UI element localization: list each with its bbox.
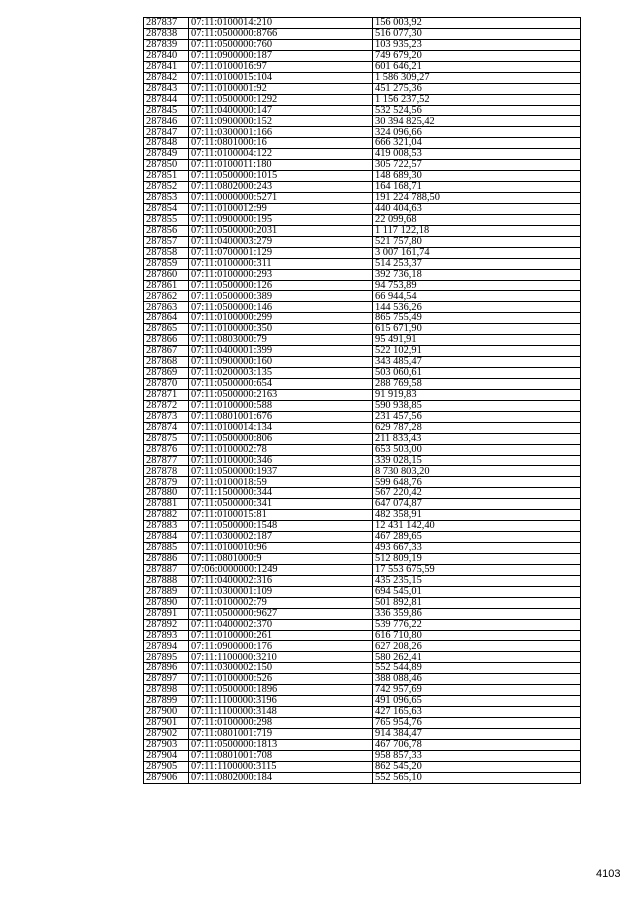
row-number-cell: 287838: [144, 28, 189, 39]
row-number-cell: 287874: [144, 422, 189, 433]
value-cell: 144 536,26: [373, 302, 581, 313]
value-cell: 467 289,65: [373, 532, 581, 543]
row-number-cell: 287864: [144, 313, 189, 324]
table-row: [144, 477, 581, 488]
cadastral-number-cell: 07:11:0700001:129: [189, 247, 373, 258]
row-number-cell: 287865: [144, 324, 189, 335]
cadastral-number-cell: 07:11:0500000:126: [189, 280, 373, 291]
cadastral-number-cell: 07:11:0100000:293: [189, 269, 373, 280]
table-row: [144, 466, 581, 477]
cadastral-number-cell: 07:11:0100000:346: [189, 455, 373, 466]
value-cell: 339 028,15: [373, 455, 581, 466]
cadastral-number-cell: 07:11:0801000:9: [189, 553, 373, 564]
value-cell: 501 892,81: [373, 597, 581, 608]
table-row: [144, 641, 581, 652]
value-cell: 419 008,53: [373, 149, 581, 160]
row-number-cell: 287844: [144, 94, 189, 105]
value-cell: 514 253,37: [373, 258, 581, 269]
table-row: [144, 313, 581, 324]
cadastral-number-cell: 07:11:1100000:3210: [189, 652, 373, 663]
cadastral-number-cell: 07:11:0100014:134: [189, 422, 373, 433]
value-cell: 503 060,61: [373, 368, 581, 379]
table-row: [144, 127, 581, 138]
cadastral-number-cell: 07:11:1100000:3196: [189, 696, 373, 707]
table-row: [144, 94, 581, 105]
row-number-cell: 287901: [144, 718, 189, 729]
table-row: [144, 553, 581, 564]
row-number-cell: 287854: [144, 203, 189, 214]
row-number-cell: 287900: [144, 707, 189, 718]
value-cell: 493 667,33: [373, 543, 581, 554]
table-row: [144, 543, 581, 554]
cadastral-number-cell: 07:11:0100000:588: [189, 400, 373, 411]
value-cell: 148 689,30: [373, 171, 581, 182]
value-cell: 288 769,58: [373, 378, 581, 389]
table-row: [144, 280, 581, 291]
cadastral-number-cell: 07:11:0900000:152: [189, 116, 373, 127]
row-number-cell: 287884: [144, 532, 189, 543]
cadastral-number-cell: 07:11:0300001:109: [189, 586, 373, 597]
row-number-cell: 287902: [144, 728, 189, 739]
table-body: [144, 18, 581, 784]
cadastral-number-cell: 07:11:0200003:135: [189, 368, 373, 379]
value-cell: 30 394 825,42: [373, 116, 581, 127]
table-row: [144, 422, 581, 433]
cadastral-number-cell: 07:11:0500000:1292: [189, 94, 373, 105]
row-number-cell: 287857: [144, 236, 189, 247]
row-number-cell: 287903: [144, 739, 189, 750]
value-cell: 616 710,80: [373, 630, 581, 641]
cadastral-number-cell: 07:11:0100015:104: [189, 72, 373, 83]
table-row: [144, 707, 581, 718]
value-cell: 451 275,36: [373, 83, 581, 94]
value-cell: 95 491,91: [373, 335, 581, 346]
value-cell: 22 099,68: [373, 214, 581, 225]
cadastral-number-cell: 07:11:0300002:150: [189, 663, 373, 674]
row-number-cell: 287846: [144, 116, 189, 127]
cadastral-number-cell: 07:11:0100016:97: [189, 61, 373, 72]
cadastral-number-cell: 07:11:0400000:147: [189, 105, 373, 116]
row-number-cell: 287847: [144, 127, 189, 138]
row-number-cell: 287885: [144, 543, 189, 554]
row-number-cell: 287905: [144, 761, 189, 772]
row-number-cell: 287870: [144, 378, 189, 389]
row-number-cell: 287863: [144, 302, 189, 313]
row-number-cell: 287853: [144, 193, 189, 204]
table-row: [144, 149, 581, 160]
value-cell: 324 096,66: [373, 127, 581, 138]
cadastral-number-cell: 07:11:0500000:8766: [189, 28, 373, 39]
table-row: [144, 291, 581, 302]
table-row: [144, 510, 581, 521]
table-row: [144, 236, 581, 247]
table-row: [144, 357, 581, 368]
cadastral-number-cell: 07:11:0801001:719: [189, 728, 373, 739]
cadastral-number-cell: 07:11:0801001:708: [189, 750, 373, 761]
row-number-cell: 287861: [144, 280, 189, 291]
row-number-cell: 287855: [144, 214, 189, 225]
value-cell: 742 957,69: [373, 685, 581, 696]
cadastral-number-cell: 07:11:1100000:3148: [189, 707, 373, 718]
cadastral-number-cell: 07:11:0500000:1813: [189, 739, 373, 750]
table-row: [144, 247, 581, 258]
cadastral-number-cell: 07:11:0100014:210: [189, 18, 373, 29]
row-number-cell: 287890: [144, 597, 189, 608]
value-cell: 435 235,15: [373, 575, 581, 586]
cadastral-number-cell: 07:11:0100000:350: [189, 324, 373, 335]
row-number-cell: 287840: [144, 50, 189, 61]
cadastral-number-cell: 07:11:0100011:180: [189, 160, 373, 171]
table-row: [144, 488, 581, 499]
row-number-cell: 287899: [144, 696, 189, 707]
cadastral-number-cell: 07:11:0500000:1896: [189, 685, 373, 696]
row-number-cell: 287894: [144, 641, 189, 652]
value-cell: 590 938,85: [373, 400, 581, 411]
cadastral-number-cell: 07:11:0803000:79: [189, 335, 373, 346]
table-row: [144, 630, 581, 641]
value-cell: 1 117 122,18: [373, 225, 581, 236]
row-number-cell: 287842: [144, 72, 189, 83]
cadastral-number-cell: 07:11:0500000:1015: [189, 171, 373, 182]
row-number-cell: 287868: [144, 357, 189, 368]
cadastral-number-cell: 07:11:0000000:5271: [189, 193, 373, 204]
table-row: [144, 324, 581, 335]
row-number-cell: 287897: [144, 674, 189, 685]
value-cell: 749 679,20: [373, 50, 581, 61]
cadastral-number-cell: 07:11:0900000:195: [189, 214, 373, 225]
row-number-cell: 287849: [144, 149, 189, 160]
table-row: [144, 619, 581, 630]
row-number-cell: 287869: [144, 368, 189, 379]
value-cell: 231 457,56: [373, 411, 581, 422]
cadastral-number-cell: 07:11:0500000:389: [189, 291, 373, 302]
row-number-cell: 287896: [144, 663, 189, 674]
row-number-cell: 287891: [144, 608, 189, 619]
value-cell: 567 220,42: [373, 488, 581, 499]
value-cell: 1 156 237,52: [373, 94, 581, 105]
table-row: [144, 674, 581, 685]
value-cell: 615 671,90: [373, 324, 581, 335]
value-cell: 958 857,33: [373, 750, 581, 761]
value-cell: 482 358,91: [373, 510, 581, 521]
table-row: [144, 269, 581, 280]
value-cell: 522 102,91: [373, 346, 581, 357]
cadastral-number-cell: 07:11:0500000:341: [189, 499, 373, 510]
value-cell: 164 168,71: [373, 182, 581, 193]
cadastral-number-cell: 07:11:0500000:1937: [189, 466, 373, 477]
cadastral-number-cell: 07:06:0000000:1249: [189, 564, 373, 575]
cadastral-number-cell: 07:11:0900000:160: [189, 357, 373, 368]
row-number-cell: 287881: [144, 499, 189, 510]
cadastral-number-cell: 07:11:0500000:2031: [189, 225, 373, 236]
row-number-cell: 287862: [144, 291, 189, 302]
cadastral-number-cell: 07:11:0300001:166: [189, 127, 373, 138]
row-number-cell: 287848: [144, 138, 189, 149]
value-cell: 91 919,83: [373, 389, 581, 400]
cadastral-number-cell: 07:11:0500000:760: [189, 39, 373, 50]
row-number-cell: 287858: [144, 247, 189, 258]
row-number-cell: 287883: [144, 521, 189, 532]
value-cell: 388 088,46: [373, 674, 581, 685]
value-cell: 491 096,65: [373, 696, 581, 707]
table-row: [144, 378, 581, 389]
cadastral-number-cell: 07:11:0900000:176: [189, 641, 373, 652]
row-number-cell: 287893: [144, 630, 189, 641]
value-cell: 336 359,86: [373, 608, 581, 619]
value-cell: 521 757,80: [373, 236, 581, 247]
page-number: 4103: [596, 868, 621, 880]
table-row: [144, 368, 581, 379]
row-number-cell: 287850: [144, 160, 189, 171]
cadastral-number-cell: 07:11:0100012:99: [189, 203, 373, 214]
cadastral-number-cell: 07:11:0100000:311: [189, 258, 373, 269]
cadastral-number-cell: 07:11:0400002:316: [189, 575, 373, 586]
value-cell: 653 503,00: [373, 444, 581, 455]
table-row: [144, 411, 581, 422]
table-row: [144, 433, 581, 444]
row-number-cell: 287866: [144, 335, 189, 346]
cadastral-number-cell: 07:11:0100000:261: [189, 630, 373, 641]
table-row: [144, 18, 581, 29]
value-cell: 8 730 803,20: [373, 466, 581, 477]
cadastral-number-cell: 07:11:0500000:806: [189, 433, 373, 444]
table-row: [144, 597, 581, 608]
table-row: [144, 83, 581, 94]
table-row: [144, 39, 581, 50]
row-number-cell: 287879: [144, 477, 189, 488]
cadastral-number-cell: 07:11:0500000:9627: [189, 608, 373, 619]
cadastral-number-cell: 07:11:1100000:3115: [189, 761, 373, 772]
cadastral-number-cell: 07:11:0100018:59: [189, 477, 373, 488]
cadastral-number-cell: 07:11:0500000:146: [189, 302, 373, 313]
value-cell: 539 776,22: [373, 619, 581, 630]
table-row: [144, 750, 581, 761]
cadastral-number-cell: 07:11:0400002:370: [189, 619, 373, 630]
table-row: [144, 182, 581, 193]
row-number-cell: 287898: [144, 685, 189, 696]
value-cell: 427 165,63: [373, 707, 581, 718]
table-row: [144, 772, 581, 783]
cadastral-number-cell: 07:11:0400001:399: [189, 346, 373, 357]
cadastral-number-cell: 07:11:0802000:243: [189, 182, 373, 193]
table-row: [144, 193, 581, 204]
row-number-cell: 287895: [144, 652, 189, 663]
table-row: [144, 532, 581, 543]
table-row: [144, 444, 581, 455]
row-number-cell: 287875: [144, 433, 189, 444]
row-number-cell: 287843: [144, 83, 189, 94]
row-number-cell: 287871: [144, 389, 189, 400]
table-row: [144, 663, 581, 674]
row-number-cell: 287888: [144, 575, 189, 586]
table-row: [144, 696, 581, 707]
value-cell: 914 384,47: [373, 728, 581, 739]
table-row: [144, 116, 581, 127]
row-number-cell: 287860: [144, 269, 189, 280]
table-row: [144, 335, 581, 346]
value-cell: 865 755,49: [373, 313, 581, 324]
table-row: [144, 258, 581, 269]
value-cell: 694 545,01: [373, 586, 581, 597]
value-cell: 765 954,76: [373, 718, 581, 729]
value-cell: 552 565,10: [373, 772, 581, 783]
table-row: [144, 718, 581, 729]
value-cell: 601 646,21: [373, 61, 581, 72]
table-row: [144, 739, 581, 750]
table-row: [144, 575, 581, 586]
cadastral-number-cell: 07:11:0802000:184: [189, 772, 373, 783]
table-row: [144, 203, 581, 214]
row-number-cell: 287904: [144, 750, 189, 761]
row-number-cell: 287841: [144, 61, 189, 72]
table-row: [144, 521, 581, 532]
value-cell: 629 787,28: [373, 422, 581, 433]
value-cell: 343 485,47: [373, 357, 581, 368]
row-number-cell: 287856: [144, 225, 189, 236]
value-cell: 392 736,18: [373, 269, 581, 280]
cadastral-number-cell: 07:11:0100000:526: [189, 674, 373, 685]
row-number-cell: 287845: [144, 105, 189, 116]
cadastral-number-cell: 07:11:0801001:676: [189, 411, 373, 422]
row-number-cell: 287867: [144, 346, 189, 357]
cadastral-number-cell: 07:11:0300002:187: [189, 532, 373, 543]
table-row: [144, 171, 581, 182]
row-number-cell: 287859: [144, 258, 189, 269]
value-cell: 440 404,63: [373, 203, 581, 214]
value-cell: 66 944,54: [373, 291, 581, 302]
cadastral-number-cell: 07:11:0100015:81: [189, 510, 373, 521]
cadastral-number-cell: 07:11:0500000:654: [189, 378, 373, 389]
row-number-cell: 287887: [144, 564, 189, 575]
value-cell: 532 524,56: [373, 105, 581, 116]
cadastral-number-cell: 07:11:0100004:122: [189, 149, 373, 160]
table-row: [144, 685, 581, 696]
cadastral-number-cell: 07:11:1500000:344: [189, 488, 373, 499]
table-row: [144, 225, 581, 236]
table-row: [144, 400, 581, 411]
value-cell: 3 007 161,74: [373, 247, 581, 258]
row-number-cell: 287906: [144, 772, 189, 783]
cadastral-number-cell: 07:11:0100002:78: [189, 444, 373, 455]
row-number-cell: 287872: [144, 400, 189, 411]
cadastral-number-cell: 07:11:0500000:1548: [189, 521, 373, 532]
table-row: [144, 105, 581, 116]
value-cell: 512 809,19: [373, 553, 581, 564]
table-row: [144, 389, 581, 400]
table-row: [144, 302, 581, 313]
table-row: [144, 728, 581, 739]
table-row: [144, 214, 581, 225]
value-cell: 862 545,20: [373, 761, 581, 772]
value-cell: 94 753,89: [373, 280, 581, 291]
table-row: [144, 652, 581, 663]
table-row: [144, 586, 581, 597]
row-number-cell: 287877: [144, 455, 189, 466]
row-number-cell: 287880: [144, 488, 189, 499]
value-cell: 552 544,89: [373, 663, 581, 674]
row-number-cell: 287839: [144, 39, 189, 50]
value-cell: 627 208,26: [373, 641, 581, 652]
row-number-cell: 287852: [144, 182, 189, 193]
row-number-cell: 287851: [144, 171, 189, 182]
cadastral-number-cell: 07:11:0900000:187: [189, 50, 373, 61]
cadastral-number-cell: 07:11:0100010:96: [189, 543, 373, 554]
value-cell: 17 553 675,59: [373, 564, 581, 575]
table-row: [144, 455, 581, 466]
value-cell: 1 586 309,27: [373, 72, 581, 83]
table-row: [144, 346, 581, 357]
table-row: [144, 499, 581, 510]
table-row: [144, 50, 581, 61]
row-number-cell: 287876: [144, 444, 189, 455]
value-cell: 580 262,41: [373, 652, 581, 663]
value-cell: 305 722,57: [373, 160, 581, 171]
cadastral-number-cell: 07:11:0400003:279: [189, 236, 373, 247]
table-row: [144, 564, 581, 575]
row-number-cell: 287892: [144, 619, 189, 630]
cadastral-number-cell: 07:11:0100002:79: [189, 597, 373, 608]
value-cell: 191 224 788,50: [373, 193, 581, 204]
table-row: [144, 160, 581, 171]
table-row: [144, 138, 581, 149]
value-cell: 467 706,78: [373, 739, 581, 750]
value-cell: 599 648,76: [373, 477, 581, 488]
table-row: [144, 761, 581, 772]
cadastral-number-cell: 07:11:0500000:2163: [189, 389, 373, 400]
row-number-cell: 287837: [144, 18, 189, 29]
cadastral-number-cell: 07:11:0801000:16: [189, 138, 373, 149]
table-row: [144, 28, 581, 39]
cadastral-number-cell: 07:11:0100000:299: [189, 313, 373, 324]
value-cell: 156 003,92: [373, 18, 581, 29]
cadastral-value-table: [143, 17, 581, 784]
row-number-cell: 287886: [144, 553, 189, 564]
value-cell: 516 077,30: [373, 28, 581, 39]
value-cell: 103 935,23: [373, 39, 581, 50]
row-number-cell: 287873: [144, 411, 189, 422]
table-row: [144, 608, 581, 619]
value-cell: 666 321,04: [373, 138, 581, 149]
row-number-cell: 287882: [144, 510, 189, 521]
table-row: [144, 61, 581, 72]
value-cell: 211 833,43: [373, 433, 581, 444]
value-cell: 647 074,87: [373, 499, 581, 510]
row-number-cell: 287889: [144, 586, 189, 597]
value-cell: 12 431 142,40: [373, 521, 581, 532]
table-row: [144, 72, 581, 83]
cadastral-number-cell: 07:11:0100001:92: [189, 83, 373, 94]
row-number-cell: 287878: [144, 466, 189, 477]
cadastral-number-cell: 07:11:0100000:298: [189, 718, 373, 729]
